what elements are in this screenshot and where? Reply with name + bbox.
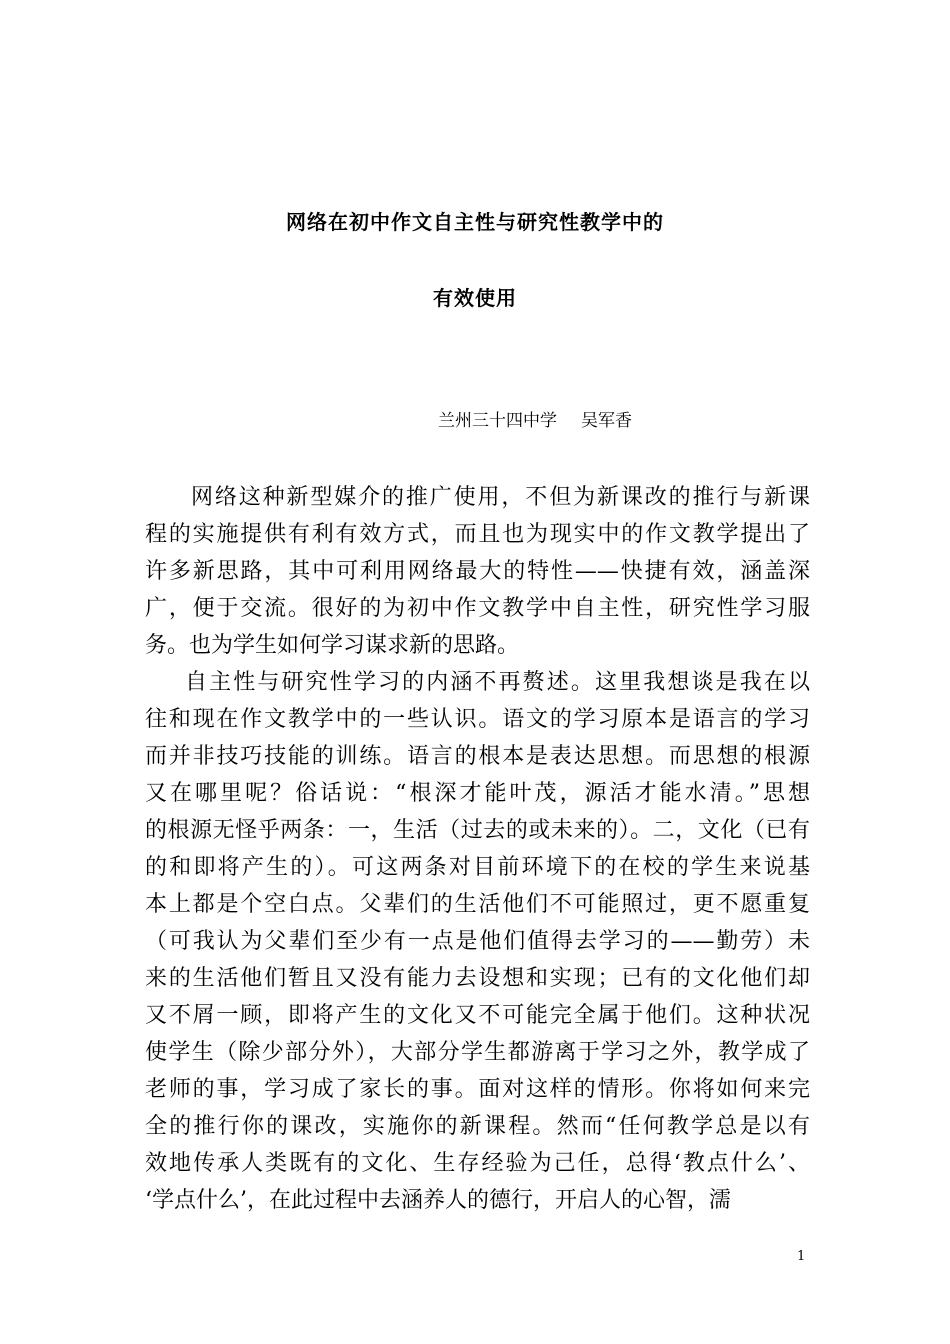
paragraph-line: 的根源无怪乎两条：一，生活（过去的或未来的）。二，文化（已有 bbox=[145, 818, 810, 843]
author-name: 吴军香 bbox=[581, 411, 632, 431]
paragraph-line: 务。也为学生如何学习谋求新的思路。 bbox=[145, 633, 520, 658]
document-title-line-1: 网络在初中作文自主性与研究性教学中的 bbox=[286, 210, 664, 234]
paragraph-line: 的和即将产生的）。可这两条对目前环境下的在校的学生来说基 bbox=[145, 855, 810, 880]
body-text bbox=[145, 479, 810, 1219]
paragraph-line: 效地传承人类既有的文化、生存经验为己任，总得‘教点什么’、 bbox=[145, 1151, 810, 1176]
page-number: 1 bbox=[797, 1249, 806, 1264]
paragraph-line: 网络这种新型媒介的推广使用，不但为新课改的推行与新课 bbox=[191, 485, 810, 510]
school-name: 兰州三十四中学 bbox=[438, 411, 557, 431]
paragraph-line: 老师的事，学习成了家长的事。面对这样的情形。你将如何来完 bbox=[145, 1077, 810, 1102]
paragraph-line: 往和现在作文教学中的一些认识。语文的学习原本是语言的学习 bbox=[145, 707, 810, 732]
paragraph-line: 自主性与研究性学习的内涵不再赘述。这里我想谈是我在以 bbox=[185, 670, 810, 695]
paragraph-line: 又不屑一顾，即将产生的文化又不可能完全属于他们。这种状况 bbox=[145, 1003, 810, 1028]
paragraph-line: （可我认为父辈们至少有一点是他们值得去学习的——勤劳）未 bbox=[145, 929, 810, 954]
paragraph-line: 使学生（除少部分外），大部分学生都游离于学习之外，教学成了 bbox=[145, 1040, 810, 1065]
byline bbox=[438, 410, 632, 432]
paragraph-line: 来的生活他们暂且又没有能力去设想和实现；已有的文化他们却 bbox=[145, 966, 810, 991]
document-title-line-2: 有效使用 bbox=[433, 286, 517, 310]
paragraph-line: 广，便于交流。很好的为初中作文教学中自主性，研究性学习服 bbox=[145, 596, 810, 621]
paragraph-line: 而并非技巧技能的训练。语言的根本是表达思想。而思想的根源 bbox=[145, 744, 810, 769]
paragraph-line: 许多新思路，其中可利用网络最大的特性——快捷有效，涵盖深 bbox=[145, 559, 810, 584]
paragraph-line: 全的推行你的课改，实施你的新课程。然而“任何教学总是以有 bbox=[145, 1114, 810, 1139]
paragraph-line: 又在哪里呢？俗话说：“根深才能叶茂，源活才能水清。”思想 bbox=[145, 781, 810, 806]
paragraph-1 bbox=[145, 479, 810, 664]
paragraph-2 bbox=[145, 664, 810, 1219]
paragraph-line: 本上都是个空白点。父辈们的生活他们不可能照过，更不愿重复 bbox=[145, 892, 810, 917]
paragraph-line: 程的实施提供有利有效方式，而且也为现实中的作文教学提出了 bbox=[145, 522, 810, 547]
paragraph-line: ‘学点什么’，在此过程中去涵养人的德行，开启人的心智，濡 bbox=[145, 1188, 731, 1213]
